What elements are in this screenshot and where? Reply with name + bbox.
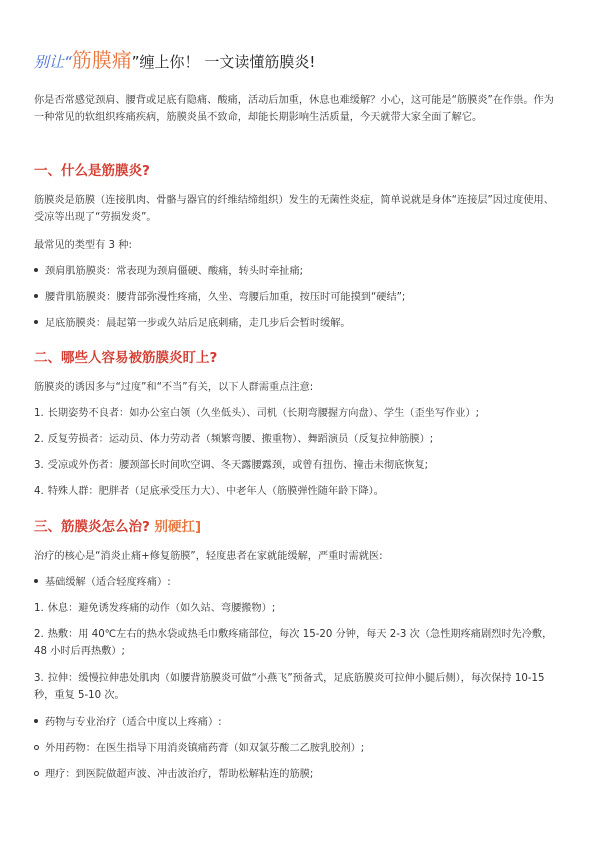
list-item: 足底筋膜炎：晨起第一步或久站后足底刺痛，走几步后会暂时缓解。 bbox=[34, 315, 559, 332]
section2-intro: 筋膜炎的诱因多与“过度”和“不当”有关，以下人群需重点注意: bbox=[34, 382, 314, 393]
list-item: 2. 热敷：用 40℃左右的热水袋或热毛巾敷疼痛部位，每次 15-20 分钟，每天 2-3 次（急性期疼痛剧烈时先冷敷，48 小时后再热敷）; bbox=[34, 629, 553, 657]
section1-heading: 一、什么是筋膜炎? bbox=[34, 163, 150, 179]
list-item: 腰背肌筋膜炎：腰背部弥漫性疼痛，久坐、弯腰后加重，按压时可能摸到“硬结”; bbox=[34, 289, 559, 306]
list-item: 2. 反复劳损者：运动员、体力劳动者（频繁弯腰、搬重物）、舞蹈演员（反复拉伸筋膜）; bbox=[34, 434, 434, 445]
section2-heading: 二、哪些人容易被筋膜炎盯上? bbox=[34, 350, 218, 366]
list-item: 3. 受凉或外伤者：腰颈部长时间吹空调、冬天露腰露颈，或曾有扭伤、撞击未彻底恢复; bbox=[34, 460, 429, 471]
intro-paragraph: 你是否常感觉颈肩、腰背或足底有隐痛、酸痛，活动后加重，休息也难缓解？小心，这可能是“筋膜炎”在作祟。作为一种常见的软组织疼痛疾病，筋膜炎虽不致命，却能长期影响生活质量，今天就带大家全面了解它。 bbox=[34, 95, 554, 123]
page-title bbox=[34, 44, 315, 73]
section1-definition: 筋膜炎是筋膜（连接肌肉、骨骼与器官的纤维结缔组织）发生的无菌性炎症，简单说就是身体“连接层”因过度使用、受凉等出现了“劳损发炎”。 bbox=[34, 195, 554, 223]
title-prefix: 别让“ bbox=[34, 53, 72, 71]
section3-intro: 治疗的核心是“消炎止痛+修复筋膜”，轻度患者在家就能缓解，严重时需就医: bbox=[34, 551, 383, 562]
section3-heading-accent: 别硬扛] bbox=[154, 519, 202, 535]
bullet-icon bbox=[34, 719, 38, 723]
title-highlight: 筋膜痛 bbox=[71, 48, 132, 72]
list-item: 外用药物：在医生指导下用消炎镇痛药膏（如双氯芬酸二乙胺乳胶剂）; bbox=[34, 740, 559, 757]
hollow-bullet-icon bbox=[34, 771, 39, 776]
list-item: 4. 特殊人群：肥胖者（足底承受压力大）、中老年人（筋膜弹性随年龄下降）。 bbox=[34, 486, 384, 497]
list-item: 1. 长期姿势不良者：如办公室白领（久坐低头）、司机（长期弯腰握方向盘）、学生（歪坐写作业）; bbox=[34, 408, 480, 419]
list-item: 1. 休息：避免诱发疼痛的动作（如久站、弯腰搬物）; bbox=[34, 603, 276, 614]
list-item: 理疗：到医院做超声波、冲击波治疗，帮助松解粘连的筋膜; bbox=[34, 766, 559, 783]
hollow-bullet-icon bbox=[34, 745, 39, 750]
section1-types-intro: 最常见的类型有 3 种: bbox=[34, 240, 132, 251]
list-item: 3. 拉伸：缓慢拉伸患处肌肉（如腰背筋膜炎可做“小燕飞”预备式，足底筋膜炎可拉伸小腿后侧），每次保持 10-15 秒，重复 5-10 次。 bbox=[34, 673, 545, 701]
professional-treatment-label: 药物与专业治疗（适合中度以上疼痛）: bbox=[34, 714, 559, 731]
bullet-icon bbox=[34, 294, 38, 298]
bullet-icon bbox=[34, 320, 38, 324]
basic-relief-label: 基础缓解（适合轻度疼痛）: bbox=[34, 574, 559, 591]
bullet-icon bbox=[34, 579, 38, 583]
title-suffix: ”缠上你！ 一文读懂筋膜炎! bbox=[131, 53, 316, 71]
list-item: 颈肩肌筋膜炎：常表现为颈肩僵硬、酸痛，转头时牵扯痛; bbox=[34, 263, 559, 280]
section3-heading: 三、筋膜炎怎么治? 别硬扛] bbox=[34, 519, 202, 535]
bullet-icon bbox=[34, 268, 38, 272]
